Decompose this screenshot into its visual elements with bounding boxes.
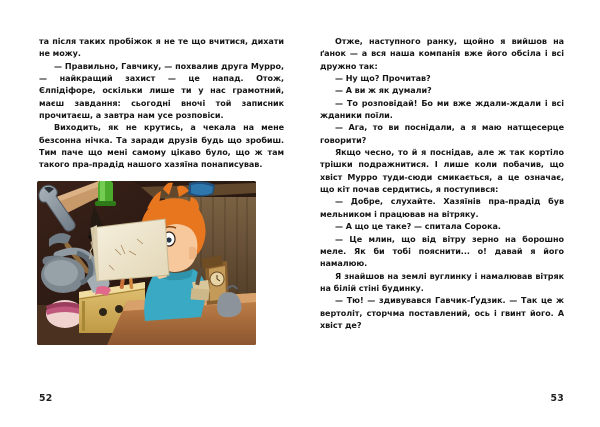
illustration-artwork <box>37 181 256 345</box>
illustration-container <box>37 181 256 345</box>
paragraph: — Тю! — здивувався Гавчик-Ґудзик. — Так це ж вертоліт, сторчма поставлений, ось і гвинт його. А хвіст де? <box>320 296 564 330</box>
paragraph: — Це млин, що від вітру зерно на борошно меле. Як би тобі пояснити... о! давай я його намалюю. <box>320 234 564 269</box>
paragraph: та після таких пробіжок я не те що вчитися, дихати не можу. <box>39 37 284 59</box>
paragraph: Я знайшов на землі вуглинку і намалював вітряк на білій стіні будинку. <box>320 271 564 293</box>
paragraph: — А ви ж як думали? <box>335 86 432 96</box>
paragraph: — Правильно, Гавчику, — похвалив друга Мурро, — найкращий захист — це напад. Отож, Єлпідіфоре, оскільки лише ти у нас грамотний, маєш завдання: сьогодні вночі той записник прочитаєш, а завтра нам усе розповіси. <box>39 61 284 121</box>
paragraph: — А що це таке? — спитала Сорока. <box>335 222 501 232</box>
paragraph: — То розповідай! Бо ми вже ждали-ждали і всі жданики поїли. <box>320 98 564 121</box>
boy-reading-notebook-illustration <box>37 181 256 345</box>
paragraph: — Добре, слухайте. Хазяїнів пра-прадід був мельником і працював на вітряку. <box>320 197 564 219</box>
page-number-left: 52 <box>39 393 53 404</box>
paragraph: — Ага, то ви поснідали, а я маю натщесерце говорити? <box>320 123 564 145</box>
paragraph: Отже, наступного ранку, щойно я вийшов на ґанок — а вся наша компанія вже його обсіла і всі дружно так: <box>320 37 564 71</box>
left-page-text <box>39 36 284 172</box>
right-page-text <box>320 36 564 332</box>
paragraph: Якщо чесно, то й я поснідав, але ж так кортіло трішки подражнитися. І лише коли побачив, що хвіст Мурро туди-сюди смикається, а це означає, що кіт почав сердитись, я поступився: <box>320 148 564 195</box>
page-number-right: 53 <box>550 393 564 404</box>
paragraph: Виходить, як не крутись, а чекала на мене безсонна нічка. Та заради друзів будь що зробиш. Тим паче що мені самому цікаво було, що ж там такого пра-прадід нашого хазяїна понаписував. <box>39 123 284 170</box>
paragraph: — Ну що? Прочитав? <box>335 74 431 84</box>
right-page <box>300 0 600 427</box>
